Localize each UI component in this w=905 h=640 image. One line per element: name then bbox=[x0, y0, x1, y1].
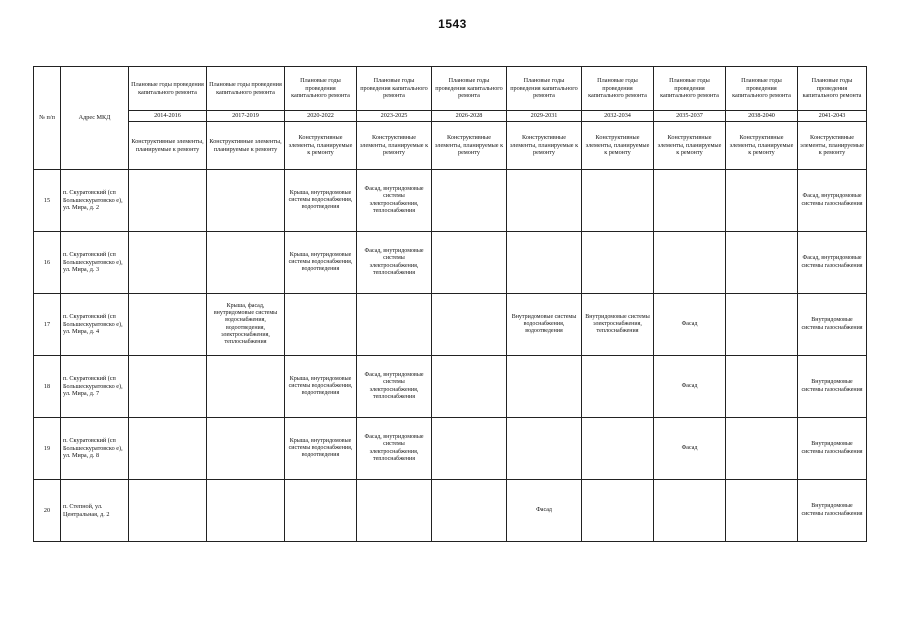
table-row bbox=[34, 294, 867, 356]
table-row bbox=[34, 418, 867, 480]
work-cell: Внутридомовые системы газоснабжения bbox=[798, 356, 867, 418]
row-number: 18 bbox=[34, 356, 61, 418]
row-number: 20 bbox=[34, 480, 61, 542]
work-cell bbox=[582, 418, 654, 480]
work-cell bbox=[285, 480, 357, 542]
elements-label: Конструктивные элементы, планируемые к ремонту bbox=[507, 122, 582, 170]
header-row-plan bbox=[34, 67, 867, 111]
plan-label: Плановые годы проведения капитального ремонта bbox=[129, 67, 207, 111]
header-row-elements bbox=[34, 122, 867, 170]
work-cell: Внутридомовые системы газоснабжения bbox=[798, 294, 867, 356]
col-header-address: Адрес МКД bbox=[61, 67, 129, 170]
elements-label: Конструктивные элементы, планируемые к ремонту bbox=[432, 122, 507, 170]
elements-label: Конструктивные элементы, планируемые к ремонту bbox=[207, 122, 285, 170]
work-cell bbox=[207, 170, 285, 232]
row-address: п. Скуратовский (сп Большескуратовско е), ул. Мира, д. 3 bbox=[61, 232, 129, 294]
work-cell bbox=[726, 480, 798, 542]
plan-label: Плановые годы проведения капитального ремонта bbox=[432, 67, 507, 111]
work-cell bbox=[582, 170, 654, 232]
work-cell: Фасад bbox=[507, 480, 582, 542]
work-cell: Крыша, внутридомовые системы водоснабжения, водоотведения bbox=[285, 356, 357, 418]
table-row bbox=[34, 170, 867, 232]
work-cell: Крыша, фасад, внутридомовые системы водоснабжения, водоотведения, электроснабжения, теплоснабжения bbox=[207, 294, 285, 356]
work-cell bbox=[726, 232, 798, 294]
work-cell: Фасад bbox=[654, 418, 726, 480]
elements-label: Конструктивные элементы, планируемые к ремонту bbox=[798, 122, 867, 170]
row-number: 19 bbox=[34, 418, 61, 480]
work-cell bbox=[129, 356, 207, 418]
elements-label: Конструктивные элементы, планируемые к ремонту bbox=[129, 122, 207, 170]
work-cell bbox=[726, 170, 798, 232]
work-cell bbox=[726, 418, 798, 480]
elements-label: Конструктивные элементы, планируемые к ремонту bbox=[726, 122, 798, 170]
work-cell bbox=[582, 480, 654, 542]
work-cell: Крыша, внутридомовые системы водоснабжения, водоотведения bbox=[285, 232, 357, 294]
year-range: 2032-2034 bbox=[582, 111, 654, 122]
work-cell bbox=[507, 418, 582, 480]
elements-label: Конструктивные элементы, планируемые к ремонту bbox=[357, 122, 432, 170]
work-cell: Крыша, внутридомовые системы водоснабжения, водоотведения bbox=[285, 170, 357, 232]
elements-label: Конструктивные элементы, планируемые к ремонту bbox=[654, 122, 726, 170]
work-cell bbox=[654, 232, 726, 294]
work-cell: Фасад, внутридомовые системы электроснабжения, теплоснабжения bbox=[357, 170, 432, 232]
year-range: 2026-2028 bbox=[432, 111, 507, 122]
row-address: п. Скуратовский (сп Большескуратовско е), ул. Мира, д. 7 bbox=[61, 356, 129, 418]
work-cell: Внутридомовые системы газоснабжения bbox=[798, 418, 867, 480]
plan-label: Плановые годы проведения капитального ремонта bbox=[726, 67, 798, 111]
work-cell bbox=[432, 294, 507, 356]
table-row bbox=[34, 232, 867, 294]
year-range: 2038-2040 bbox=[726, 111, 798, 122]
row-address: п. Скуратовский (сп Большескуратовско е), ул. Мира, д. 4 bbox=[61, 294, 129, 356]
plan-label: Плановые годы проведения капитального ремонта bbox=[798, 67, 867, 111]
work-cell bbox=[129, 294, 207, 356]
work-cell bbox=[507, 170, 582, 232]
work-cell: Внутридомовые системы электроснабжения, теплоснабжения bbox=[582, 294, 654, 356]
work-cell bbox=[357, 480, 432, 542]
work-cell: Крыша, внутридомовые системы водоснабжения, водоотведения bbox=[285, 418, 357, 480]
table-row bbox=[34, 356, 867, 418]
plan-label: Плановые годы проведения капитального ремонта bbox=[207, 67, 285, 111]
work-cell: Фасад, внутридомовые системы электроснабжения, теплоснабжения bbox=[357, 232, 432, 294]
work-cell bbox=[654, 480, 726, 542]
elements-label: Конструктивные элементы, планируемые к ремонту bbox=[285, 122, 357, 170]
work-cell: Фасад bbox=[654, 294, 726, 356]
work-cell bbox=[129, 232, 207, 294]
work-cell bbox=[207, 232, 285, 294]
work-cell bbox=[432, 170, 507, 232]
work-cell bbox=[507, 232, 582, 294]
work-cell: Внутридомовые системы газоснабжения bbox=[798, 480, 867, 542]
work-cell: Фасад, внутридомовые системы электроснабжения, теплоснабжения bbox=[357, 356, 432, 418]
year-range: 2023-2025 bbox=[357, 111, 432, 122]
work-cell bbox=[432, 418, 507, 480]
row-number: 17 bbox=[34, 294, 61, 356]
header-row-years bbox=[34, 111, 867, 122]
elements-label: Конструктивные элементы, планируемые к ремонту bbox=[582, 122, 654, 170]
work-cell bbox=[432, 480, 507, 542]
capital-repair-plan-table bbox=[33, 66, 867, 542]
row-number: 15 bbox=[34, 170, 61, 232]
row-number: 16 bbox=[34, 232, 61, 294]
work-cell bbox=[654, 170, 726, 232]
year-range: 2041-2043 bbox=[798, 111, 867, 122]
work-cell bbox=[285, 294, 357, 356]
work-cell bbox=[582, 356, 654, 418]
work-cell bbox=[207, 480, 285, 542]
plan-label: Плановые годы проведения капитального ремонта bbox=[507, 67, 582, 111]
row-address: п. Степной, ул. Центральная, д. 2 bbox=[61, 480, 129, 542]
work-cell bbox=[129, 170, 207, 232]
plan-label: Плановые годы проведения капитального ремонта bbox=[582, 67, 654, 111]
work-cell bbox=[582, 232, 654, 294]
work-cell: Внутридомовые системы водоснабжения, водоотведения bbox=[507, 294, 582, 356]
work-cell: Фасад bbox=[654, 356, 726, 418]
year-range: 2020-2022 bbox=[285, 111, 357, 122]
year-range: 2017-2019 bbox=[207, 111, 285, 122]
work-cell bbox=[207, 418, 285, 480]
year-range: 2035-2037 bbox=[654, 111, 726, 122]
col-header-num: № п/п bbox=[34, 67, 61, 170]
work-cell bbox=[129, 480, 207, 542]
table-row bbox=[34, 480, 867, 542]
page-number: 1543 bbox=[438, 17, 467, 31]
work-cell: Фасад, внутридомовые системы газоснабжения bbox=[798, 232, 867, 294]
work-cell: Фасад, внутридомовые системы электроснабжения, теплоснабжения bbox=[357, 418, 432, 480]
row-address: п. Скуратовский (сп Большескуратовско е), ул. Мира, д. 8 bbox=[61, 418, 129, 480]
year-range: 2029-2031 bbox=[507, 111, 582, 122]
year-range: 2014-2016 bbox=[129, 111, 207, 122]
work-cell bbox=[357, 294, 432, 356]
work-cell bbox=[507, 356, 582, 418]
plan-label: Плановые годы проведения капитального ремонта bbox=[357, 67, 432, 111]
row-address: п. Скуратовский (сп Большескуратовско е), ул. Мира, д. 2 bbox=[61, 170, 129, 232]
plan-label: Плановые годы проведения капитального ремонта bbox=[654, 67, 726, 111]
work-cell bbox=[207, 356, 285, 418]
plan-label: Плановые годы проведения капитального ремонта bbox=[285, 67, 357, 111]
work-cell bbox=[432, 356, 507, 418]
work-cell bbox=[129, 418, 207, 480]
work-cell bbox=[432, 232, 507, 294]
work-cell bbox=[726, 294, 798, 356]
work-cell: Фасад, внутридомовые системы газоснабжения bbox=[798, 170, 867, 232]
work-cell bbox=[726, 356, 798, 418]
